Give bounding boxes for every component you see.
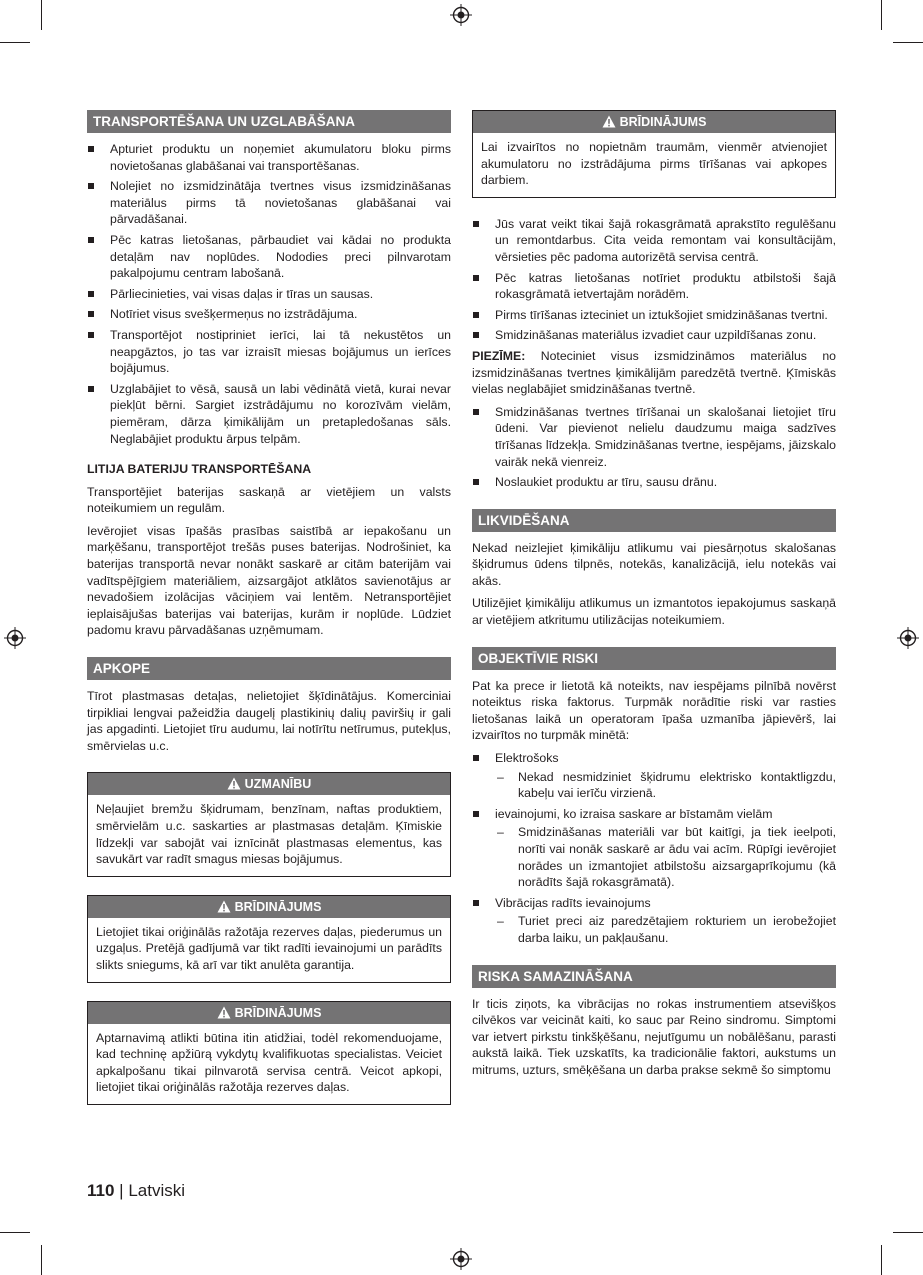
list-item: Pēc katras lietošanas notīriet produktu atbilstoši šajā rokasgrāmatā ietvertajām norādēm. bbox=[472, 270, 836, 303]
box-title bbox=[88, 773, 450, 795]
crop-mark bbox=[0, 42, 30, 43]
list-item bbox=[472, 895, 836, 947]
section-heading: TRANSPORTĒŠANA UN UZGLABĀŠANA bbox=[87, 110, 451, 133]
note-text: Noteciniet visus izsmidzināmos materiālus no izsmidzināšanas tvertnes ķimikālijām paredzētā tvertnē. Ķīmiskās vielas neglabājiet smidzināšanas tvertnē. bbox=[472, 348, 836, 397]
list-item: Nolejiet no izsmidzinātāja tvertnes visus izsmidzināšanas materiālus pirms tā novietošanas glabāšanai vai pārvadāšanai. bbox=[87, 178, 451, 228]
risk-label: ievainojumi, ko izraisa saskare ar bīstamām vielām bbox=[495, 806, 773, 821]
list-item: Pirms tīrīšanas izteciniet un iztukšojiet smidzināšanas tvertni. bbox=[472, 307, 836, 324]
box-title bbox=[88, 1002, 450, 1024]
right-column bbox=[472, 110, 836, 1085]
box-text: Neļaujiet bremžu šķidrumam, benzīnam, naftas produktiem, smērvielām u.c. saskarties ar plastmasas detaļām. Ķīmiskie līdzekļi var sabojāt vai iznīcināt plastmasas elementus, kas savukārt var radīt smagus miesas bojājumus. bbox=[96, 802, 442, 867]
section-heading: OBJEKTĪVIE RISKI bbox=[472, 647, 836, 670]
paragraph: Utilizējiet ķimikāliju atlikumus un izmantotos iepakojumus saskaņā ar vietējiem atkritumu utilizācijas noteikumiem. bbox=[472, 596, 836, 628]
box-title bbox=[88, 896, 450, 918]
list-item bbox=[472, 750, 836, 802]
list-item: Pārliecinieties, vai visas daļas ir tīras un sausas. bbox=[87, 286, 451, 303]
box-title-text: UZMANĪBU bbox=[244, 777, 312, 792]
list-item: Noslaukiet produktu ar tīru, sausu drānu. bbox=[472, 474, 836, 491]
list-item: Notīriet visus svešķermeņus no izstrādājuma. bbox=[87, 306, 451, 323]
section-heading: RISKA SAMAZINĀŠANA bbox=[472, 965, 836, 988]
warning-icon bbox=[217, 900, 231, 913]
registration-mark-icon bbox=[897, 627, 919, 649]
warning-icon bbox=[227, 777, 241, 790]
note-label: PIEZĪME: bbox=[472, 348, 526, 363]
list-item: Apturiet produktu un noņemiet akumulatoru bloku pirms novietošanas glabāšanai vai transportēšanas. bbox=[87, 141, 451, 174]
warning-box bbox=[87, 1001, 451, 1105]
dash-item: – Turiet preci aiz paredzētajiem rokturiem un ierobežojiet darba laiku, un pakļaušanu. bbox=[495, 913, 836, 946]
note-paragraph bbox=[472, 348, 836, 398]
left-column bbox=[87, 110, 451, 1123]
crop-mark bbox=[881, 1245, 882, 1275]
dash-item: – Smidzināšanas materiāli var būt kaitīgi, ja tiek ieelpoti, norīti vai nonāk saskarē ar ādu vai acīm. Rūpīgi ievērojiet norādes un izmantojiet atbilstošu aizsargaprīkojumu (kā norādīts šajā rokasgrāmatā). bbox=[495, 824, 836, 890]
crop-mark bbox=[41, 0, 42, 30]
list-item: Smidzināšanas materiālus izvadiet caur uzpildīšanas zonu. bbox=[472, 327, 836, 344]
registration-mark-icon bbox=[4, 627, 26, 649]
risk-label: Elektrošoks bbox=[495, 751, 559, 766]
page-footer bbox=[87, 1181, 185, 1201]
list-item: Uzglabājiet to vēsā, sausā un labi vēdinātā vietā, kurai nevar piekļūt bērni. Sargiet izstrādājumu no korozīvām vielām, piemēram, dārza ķimikālijām un pretapledošanas sāls. Neglabājiet produktu ārpus telpām. bbox=[87, 381, 451, 447]
box-text: Aptarnavimą atlikti būtina itin atidžiai, todėl rekomenduojame, kad techninę apžiūrą vykdytų kvalifikuotas specialistas. Veiciet apkalpošanu tikai pilnvarotā servisa centrā. Veicot apkopi, lietojiet tikai oriģinālās ražotāja rezerves daļas. bbox=[96, 1030, 442, 1095]
section-heading: LIKVIDĒŠANA bbox=[472, 509, 836, 532]
paragraph: Ir ticis ziņots, ka vibrācijas no rokas instrumentiem atsevišķos cilvēkos var veicināt kaiti, ko sauc par Reino sindromu. Simptomi var ietvert pirkstu tinkšķēšanu, nejutīgumu un nobālēšanu, parasti aukstā laikā. Tiek uzskatīts, ka tradicionālie faktori, aukstums un mitrums, uzturs, smēķēšana un darba prakse sekmē šo simptomu bbox=[472, 996, 836, 1077]
crop-mark bbox=[41, 1245, 42, 1275]
list-item: Pēc katras lietošanas, pārbaudiet vai kādai no produkta detaļām nav noplūdes. Nododies preci pilnvarotam pakalpojumu centram labošanā. bbox=[87, 232, 451, 282]
warning-box bbox=[87, 895, 451, 983]
list-item: Transportējot nostipriniet ierīci, lai tā nekustētos un neapgāztos, jo tas var izraisīt miesas bojājumus un ierīces bojājumus. bbox=[87, 327, 451, 377]
page-number: 110 bbox=[87, 1181, 115, 1200]
paragraph: Nekad neizlejiet ķimikāliju atlikumu vai piesārņotus skalošanas šķidrumus ūdens tilpnēs, notekās, kanalizācijā, ielu notekās vai akās. bbox=[472, 540, 836, 588]
risk-label: Vibrācijas radīts ievainojums bbox=[495, 895, 651, 910]
footer-language: Latviski bbox=[128, 1181, 186, 1200]
paragraph: Pat ka prece ir lietotā kā noteikts, nav iespējams pilnībā novērst noteiktus riska faktorus. Turpmāk norādītie riski var rasties lietošanas laikā un operatoram īpaša uzmanība jāpievērš, lai izvairītos no turpmāk minētā: bbox=[472, 678, 836, 743]
dash-item: – Nekad nesmidziniet šķidrumu elektrisko kontaktligzdu, kabeļu vai ierīču virzienā. bbox=[495, 769, 836, 802]
box-title-text: BRĪDINĀJUMS bbox=[234, 1005, 322, 1020]
paragraph: Ievērojiet visas īpašās prasības saistībā ar iepakošanu un marķēšanu, transportējot trešās puses baterijas. Nodrošiniet, ka baterijas transportā nevar nonākt saskarē ar citām baterijām vai vadītspējīgiem materiāliem, aizsargājot atklātos savienotājus ar nevadošiem izolācijas vāciņiem vai lentēm. Netransportējiet ieplaisājušas baterijas vai baterijas, kurām ir noplūde. Lūdziet padomu kravu pārvadāšanas uzņēmumam. bbox=[87, 523, 451, 638]
box-text: Lai izvairītos no nopietnām traumām, vienmēr atvienojiet akumulatoru no izstrādājuma pirms tīrīšanas vai apkopes darbiem. bbox=[481, 140, 827, 188]
crop-mark bbox=[881, 0, 882, 30]
box-title bbox=[473, 111, 835, 133]
box-title-text: BRĪDINĀJUMS bbox=[234, 899, 322, 914]
crop-mark bbox=[893, 42, 923, 43]
dash-list bbox=[495, 769, 836, 802]
paragraph: Tīrot plastmasas detaļas, nelietojiet šķīdinātājus. Komerciniai tirpikliai lengvai pažeidžia daugelį plastikinių dalių paviršių ir gali jas apgadinti. Lietojiet tīru audumu, lai notīrītu netīrumus, putekļus, smērvielas u.c. bbox=[87, 689, 451, 753]
dash-list bbox=[495, 824, 836, 890]
caution-box bbox=[87, 772, 451, 876]
warning-icon bbox=[602, 115, 616, 128]
paragraph: Transportējiet baterijas saskaņā ar vietējiem un valsts noteikumiem un regulām. bbox=[87, 484, 451, 516]
bullet-list bbox=[472, 216, 836, 344]
section-heading: APKOPE bbox=[87, 657, 451, 680]
list-item: Jūs varat veikt tikai šajā rokasgrāmatā aprakstīto regulēšanu un remontdarbus. Cita veida remontam vai konsultācijām, vērsieties pēc padoma autorizētā servisa centrā. bbox=[472, 216, 836, 266]
registration-mark-icon bbox=[450, 1248, 472, 1270]
warning-icon bbox=[217, 1006, 231, 1019]
bullet-list bbox=[472, 750, 836, 947]
warning-box bbox=[472, 110, 836, 198]
registration-mark-icon bbox=[450, 4, 472, 26]
list-item: Smidzināšanas tvertnes tīrīšanai un skalošanai lietojiet tīru ūdeni. Var pievienot nelielu daudzumu maiga sadzīves tīrīšanas līdzekļa. Smidzināšanas tvertne, iespējams, jāizskalo vairāk nekā vienreiz. bbox=[472, 404, 836, 470]
dash-list bbox=[495, 913, 836, 946]
crop-mark bbox=[893, 1232, 923, 1233]
crop-mark bbox=[0, 1232, 30, 1233]
list-item bbox=[472, 806, 836, 891]
box-title-text: BRĪDINĀJUMS bbox=[619, 115, 707, 129]
footer-separator: | bbox=[119, 1181, 124, 1200]
box-text: Lietojiet tikai oriģinālās ražotāja rezerves daļas, piederumus un uzgaļus. Pretējā gadījumā var tikt radīti ievainojumi un parādīts slikts sniegums, kā arī var tikt anulēta garantija. bbox=[96, 924, 442, 972]
bullet-list bbox=[87, 141, 451, 447]
bullet-list bbox=[472, 404, 836, 491]
subheading: LITIJA BATERIJU TRANSPORTĒŠANA bbox=[87, 462, 312, 477]
